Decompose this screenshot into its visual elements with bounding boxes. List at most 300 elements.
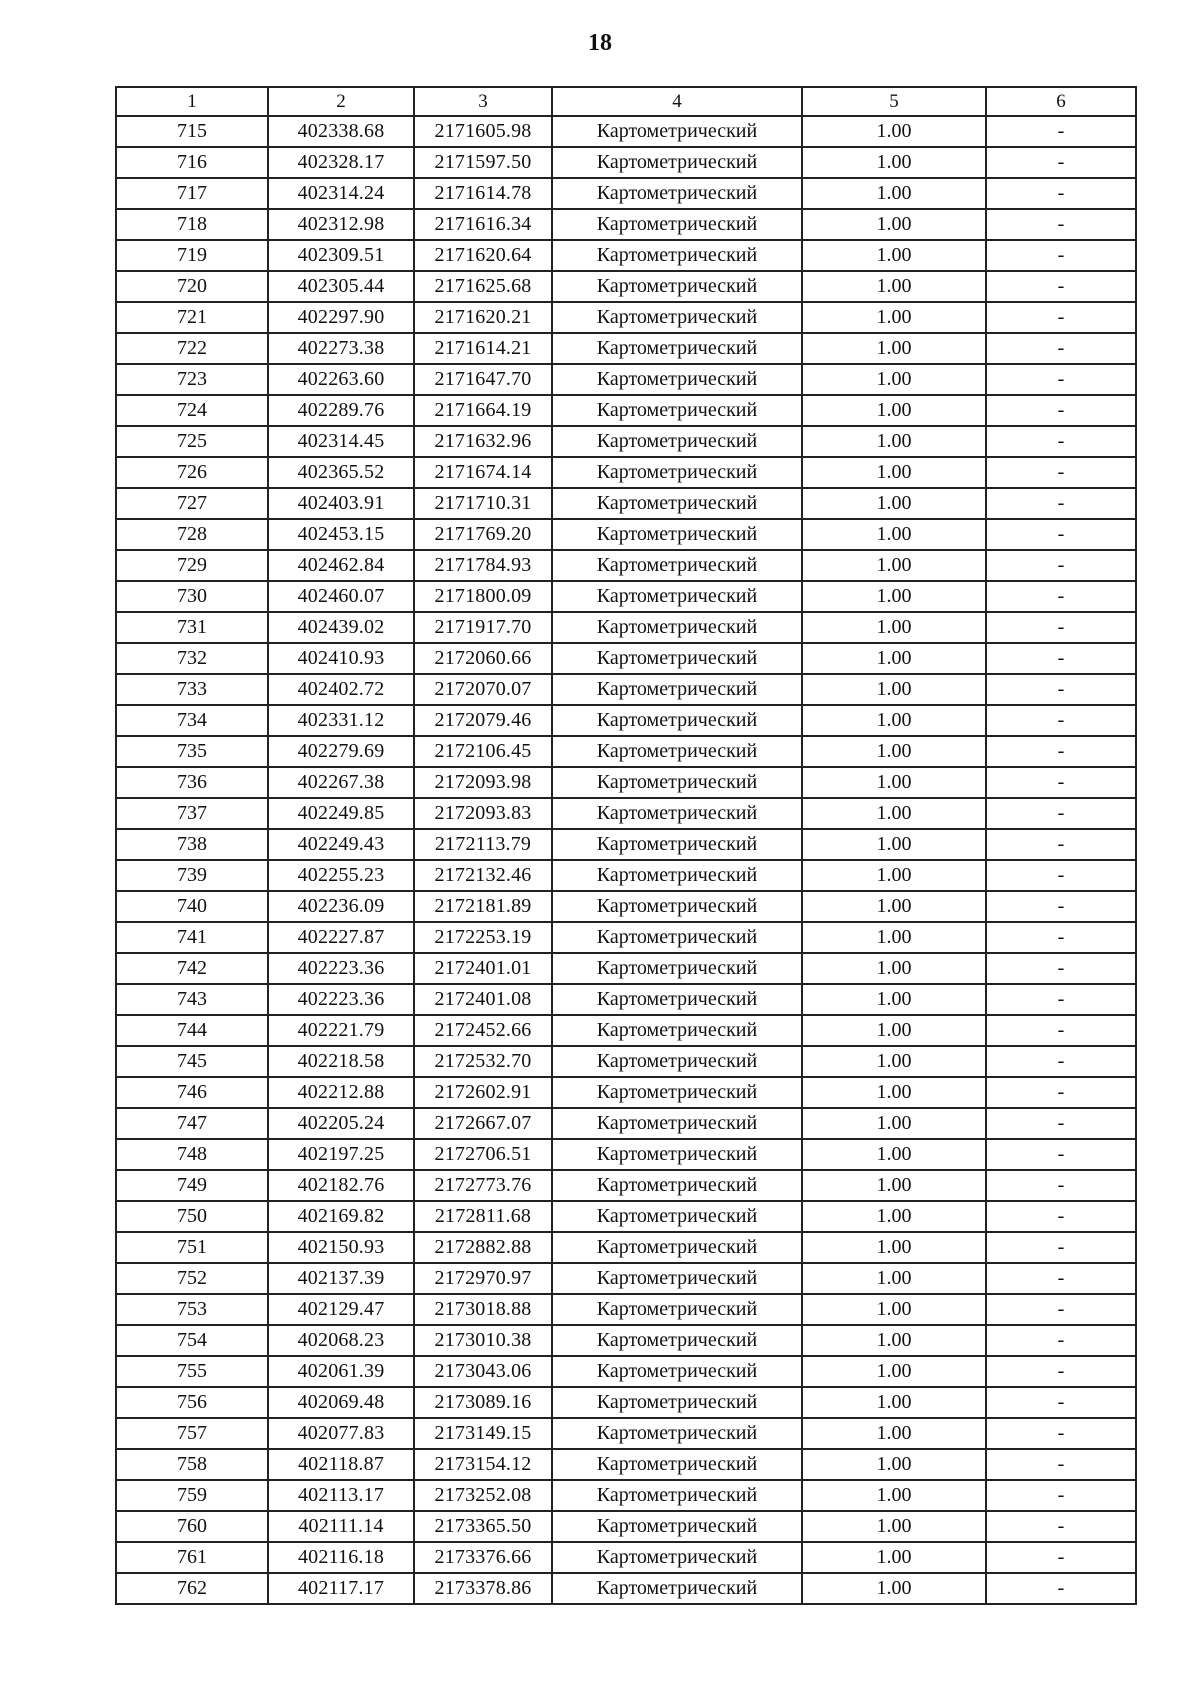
x-coordinate-cell: 402410.93 bbox=[268, 643, 414, 674]
y-coordinate-cell: 2172401.01 bbox=[414, 953, 552, 984]
y-coordinate-cell: 2172093.98 bbox=[414, 767, 552, 798]
point-number-cell: 752 bbox=[116, 1263, 268, 1294]
point-number-cell: 757 bbox=[116, 1418, 268, 1449]
method-cell: Картометрический bbox=[552, 209, 802, 240]
point-number-cell: 722 bbox=[116, 333, 268, 364]
note-cell: - bbox=[986, 922, 1136, 953]
accuracy-cell: 1.00 bbox=[802, 736, 986, 767]
x-coordinate-cell: 402129.47 bbox=[268, 1294, 414, 1325]
x-coordinate-cell: 402462.84 bbox=[268, 550, 414, 581]
x-coordinate-cell: 402223.36 bbox=[268, 953, 414, 984]
x-coordinate-cell: 402365.52 bbox=[268, 457, 414, 488]
table-row bbox=[116, 1139, 1136, 1170]
method-cell: Картометрический bbox=[552, 860, 802, 891]
table-row bbox=[116, 1077, 1136, 1108]
y-coordinate-cell: 2173018.88 bbox=[414, 1294, 552, 1325]
column-header-3: 3 bbox=[414, 87, 552, 116]
x-coordinate-cell: 402289.76 bbox=[268, 395, 414, 426]
x-coordinate-cell: 402279.69 bbox=[268, 736, 414, 767]
note-cell: - bbox=[986, 1356, 1136, 1387]
note-cell: - bbox=[986, 1263, 1136, 1294]
point-number-cell: 738 bbox=[116, 829, 268, 860]
x-coordinate-cell: 402182.76 bbox=[268, 1170, 414, 1201]
x-coordinate-cell: 402273.38 bbox=[268, 333, 414, 364]
accuracy-cell: 1.00 bbox=[802, 705, 986, 736]
method-cell: Картометрический bbox=[552, 395, 802, 426]
y-coordinate-cell: 2172811.68 bbox=[414, 1201, 552, 1232]
point-number-cell: 762 bbox=[116, 1573, 268, 1604]
accuracy-cell: 1.00 bbox=[802, 209, 986, 240]
point-number-cell: 725 bbox=[116, 426, 268, 457]
table-row bbox=[116, 736, 1136, 767]
note-cell: - bbox=[986, 116, 1136, 147]
table-row bbox=[116, 767, 1136, 798]
accuracy-cell: 1.00 bbox=[802, 271, 986, 302]
point-number-cell: 746 bbox=[116, 1077, 268, 1108]
table-row bbox=[116, 798, 1136, 829]
method-cell: Картометрический bbox=[552, 1077, 802, 1108]
y-coordinate-cell: 2171620.21 bbox=[414, 302, 552, 333]
note-cell: - bbox=[986, 1511, 1136, 1542]
x-coordinate-cell: 402297.90 bbox=[268, 302, 414, 333]
x-coordinate-cell: 402113.17 bbox=[268, 1480, 414, 1511]
x-coordinate-cell: 402205.24 bbox=[268, 1108, 414, 1139]
point-number-cell: 726 bbox=[116, 457, 268, 488]
table-row bbox=[116, 705, 1136, 736]
y-coordinate-cell: 2171614.78 bbox=[414, 178, 552, 209]
x-coordinate-cell: 402061.39 bbox=[268, 1356, 414, 1387]
table-row bbox=[116, 426, 1136, 457]
x-coordinate-cell: 402212.88 bbox=[268, 1077, 414, 1108]
accuracy-cell: 1.00 bbox=[802, 798, 986, 829]
y-coordinate-cell: 2172070.07 bbox=[414, 674, 552, 705]
table-row bbox=[116, 550, 1136, 581]
note-cell: - bbox=[986, 209, 1136, 240]
note-cell: - bbox=[986, 1201, 1136, 1232]
table-row bbox=[116, 674, 1136, 705]
table-row bbox=[116, 1325, 1136, 1356]
method-cell: Картометрический bbox=[552, 240, 802, 271]
table-row bbox=[116, 1015, 1136, 1046]
table-row bbox=[116, 612, 1136, 643]
table-row bbox=[116, 1201, 1136, 1232]
x-coordinate-cell: 402255.23 bbox=[268, 860, 414, 891]
column-header-6: 6 bbox=[986, 87, 1136, 116]
note-cell: - bbox=[986, 1294, 1136, 1325]
method-cell: Картометрический bbox=[552, 1325, 802, 1356]
x-coordinate-cell: 402117.17 bbox=[268, 1573, 414, 1604]
method-cell: Картометрический bbox=[552, 116, 802, 147]
method-cell: Картометрический bbox=[552, 1108, 802, 1139]
y-coordinate-cell: 2172882.88 bbox=[414, 1232, 552, 1263]
accuracy-cell: 1.00 bbox=[802, 488, 986, 519]
method-cell: Картометрический bbox=[552, 519, 802, 550]
note-cell: - bbox=[986, 1139, 1136, 1170]
note-cell: - bbox=[986, 1325, 1136, 1356]
note-cell: - bbox=[986, 891, 1136, 922]
note-cell: - bbox=[986, 1077, 1136, 1108]
y-coordinate-cell: 2173010.38 bbox=[414, 1325, 552, 1356]
x-coordinate-cell: 402137.39 bbox=[268, 1263, 414, 1294]
accuracy-cell: 1.00 bbox=[802, 674, 986, 705]
point-number-cell: 761 bbox=[116, 1542, 268, 1573]
x-coordinate-cell: 402309.51 bbox=[268, 240, 414, 271]
note-cell: - bbox=[986, 519, 1136, 550]
y-coordinate-cell: 2172181.89 bbox=[414, 891, 552, 922]
accuracy-cell: 1.00 bbox=[802, 1542, 986, 1573]
accuracy-cell: 1.00 bbox=[802, 829, 986, 860]
table-row bbox=[116, 1387, 1136, 1418]
x-coordinate-cell: 402402.72 bbox=[268, 674, 414, 705]
note-cell: - bbox=[986, 1418, 1136, 1449]
x-coordinate-cell: 402236.09 bbox=[268, 891, 414, 922]
x-coordinate-cell: 402116.18 bbox=[268, 1542, 414, 1573]
y-coordinate-cell: 2171614.21 bbox=[414, 333, 552, 364]
point-number-cell: 742 bbox=[116, 953, 268, 984]
note-cell: - bbox=[986, 178, 1136, 209]
method-cell: Картометрический bbox=[552, 1542, 802, 1573]
method-cell: Картометрический bbox=[552, 612, 802, 643]
accuracy-cell: 1.00 bbox=[802, 240, 986, 271]
method-cell: Картометрический bbox=[552, 1294, 802, 1325]
point-number-cell: 760 bbox=[116, 1511, 268, 1542]
method-cell: Картометрический bbox=[552, 1511, 802, 1542]
point-number-cell: 739 bbox=[116, 860, 268, 891]
accuracy-cell: 1.00 bbox=[802, 550, 986, 581]
y-coordinate-cell: 2172132.46 bbox=[414, 860, 552, 891]
table-row bbox=[116, 457, 1136, 488]
note-cell: - bbox=[986, 488, 1136, 519]
note-cell: - bbox=[986, 271, 1136, 302]
x-coordinate-cell: 402453.15 bbox=[268, 519, 414, 550]
note-cell: - bbox=[986, 829, 1136, 860]
table-row bbox=[116, 302, 1136, 333]
table-row bbox=[116, 984, 1136, 1015]
note-cell: - bbox=[986, 1387, 1136, 1418]
point-number-cell: 716 bbox=[116, 147, 268, 178]
table-row bbox=[116, 1356, 1136, 1387]
accuracy-cell: 1.00 bbox=[802, 643, 986, 674]
table-row bbox=[116, 1573, 1136, 1604]
accuracy-cell: 1.00 bbox=[802, 612, 986, 643]
x-coordinate-cell: 402077.83 bbox=[268, 1418, 414, 1449]
method-cell: Картометрический bbox=[552, 1232, 802, 1263]
table-row bbox=[116, 178, 1136, 209]
accuracy-cell: 1.00 bbox=[802, 767, 986, 798]
y-coordinate-cell: 2172253.19 bbox=[414, 922, 552, 953]
method-cell: Картометрический bbox=[552, 457, 802, 488]
y-coordinate-cell: 2172706.51 bbox=[414, 1139, 552, 1170]
method-cell: Картометрический bbox=[552, 984, 802, 1015]
accuracy-cell: 1.00 bbox=[802, 1015, 986, 1046]
x-coordinate-cell: 402169.82 bbox=[268, 1201, 414, 1232]
note-cell: - bbox=[986, 984, 1136, 1015]
note-cell: - bbox=[986, 860, 1136, 891]
y-coordinate-cell: 2173043.06 bbox=[414, 1356, 552, 1387]
point-number-cell: 758 bbox=[116, 1449, 268, 1480]
accuracy-cell: 1.00 bbox=[802, 1325, 986, 1356]
note-cell: - bbox=[986, 581, 1136, 612]
method-cell: Картометрический bbox=[552, 364, 802, 395]
note-cell: - bbox=[986, 333, 1136, 364]
table-row bbox=[116, 1480, 1136, 1511]
y-coordinate-cell: 2171605.98 bbox=[414, 116, 552, 147]
method-cell: Картометрический bbox=[552, 1480, 802, 1511]
y-coordinate-cell: 2171784.93 bbox=[414, 550, 552, 581]
y-coordinate-cell: 2173154.12 bbox=[414, 1449, 552, 1480]
method-cell: Картометрический bbox=[552, 674, 802, 705]
note-cell: - bbox=[986, 612, 1136, 643]
note-cell: - bbox=[986, 1449, 1136, 1480]
table-row bbox=[116, 364, 1136, 395]
column-header-5: 5 bbox=[802, 87, 986, 116]
method-cell: Картометрический bbox=[552, 426, 802, 457]
method-cell: Картометрический bbox=[552, 643, 802, 674]
method-cell: Картометрический bbox=[552, 891, 802, 922]
page-number: 18 bbox=[588, 30, 612, 56]
table-row bbox=[116, 1511, 1136, 1542]
table-row bbox=[116, 953, 1136, 984]
accuracy-cell: 1.00 bbox=[802, 333, 986, 364]
accuracy-cell: 1.00 bbox=[802, 1356, 986, 1387]
y-coordinate-cell: 2171917.70 bbox=[414, 612, 552, 643]
table-row bbox=[116, 1232, 1136, 1263]
method-cell: Картометрический bbox=[552, 178, 802, 209]
note-cell: - bbox=[986, 643, 1136, 674]
table-row bbox=[116, 271, 1136, 302]
method-cell: Картометрический bbox=[552, 1015, 802, 1046]
accuracy-cell: 1.00 bbox=[802, 860, 986, 891]
accuracy-cell: 1.00 bbox=[802, 426, 986, 457]
x-coordinate-cell: 402267.38 bbox=[268, 767, 414, 798]
method-cell: Картометрический bbox=[552, 1139, 802, 1170]
point-number-cell: 759 bbox=[116, 1480, 268, 1511]
y-coordinate-cell: 2171625.68 bbox=[414, 271, 552, 302]
point-number-cell: 731 bbox=[116, 612, 268, 643]
x-coordinate-cell: 402305.44 bbox=[268, 271, 414, 302]
method-cell: Картометрический bbox=[552, 798, 802, 829]
note-cell: - bbox=[986, 240, 1136, 271]
point-number-cell: 748 bbox=[116, 1139, 268, 1170]
y-coordinate-cell: 2172452.66 bbox=[414, 1015, 552, 1046]
x-coordinate-cell: 402338.68 bbox=[268, 116, 414, 147]
note-cell: - bbox=[986, 147, 1136, 178]
method-cell: Картометрический bbox=[552, 705, 802, 736]
y-coordinate-cell: 2172970.97 bbox=[414, 1263, 552, 1294]
table-row bbox=[116, 209, 1136, 240]
note-cell: - bbox=[986, 1046, 1136, 1077]
point-number-cell: 740 bbox=[116, 891, 268, 922]
x-coordinate-cell: 402314.24 bbox=[268, 178, 414, 209]
y-coordinate-cell: 2172602.91 bbox=[414, 1077, 552, 1108]
accuracy-cell: 1.00 bbox=[802, 1418, 986, 1449]
accuracy-cell: 1.00 bbox=[802, 1387, 986, 1418]
method-cell: Картометрический bbox=[552, 581, 802, 612]
table-row bbox=[116, 333, 1136, 364]
note-cell: - bbox=[986, 550, 1136, 581]
point-number-cell: 719 bbox=[116, 240, 268, 271]
accuracy-cell: 1.00 bbox=[802, 1263, 986, 1294]
table-row bbox=[116, 488, 1136, 519]
y-coordinate-cell: 2171620.64 bbox=[414, 240, 552, 271]
point-number-cell: 735 bbox=[116, 736, 268, 767]
note-cell: - bbox=[986, 953, 1136, 984]
y-coordinate-cell: 2171674.14 bbox=[414, 457, 552, 488]
point-number-cell: 749 bbox=[116, 1170, 268, 1201]
y-coordinate-cell: 2173252.08 bbox=[414, 1480, 552, 1511]
table-header-row bbox=[116, 87, 1136, 116]
y-coordinate-cell: 2172106.45 bbox=[414, 736, 552, 767]
table-row bbox=[116, 829, 1136, 860]
point-number-cell: 743 bbox=[116, 984, 268, 1015]
table-row bbox=[116, 240, 1136, 271]
point-number-cell: 745 bbox=[116, 1046, 268, 1077]
y-coordinate-cell: 2173089.16 bbox=[414, 1387, 552, 1418]
note-cell: - bbox=[986, 1542, 1136, 1573]
table-row bbox=[116, 1170, 1136, 1201]
point-number-cell: 727 bbox=[116, 488, 268, 519]
table-row bbox=[116, 891, 1136, 922]
x-coordinate-cell: 402221.79 bbox=[268, 1015, 414, 1046]
method-cell: Картометрический bbox=[552, 922, 802, 953]
x-coordinate-cell: 402314.45 bbox=[268, 426, 414, 457]
accuracy-cell: 1.00 bbox=[802, 1170, 986, 1201]
y-coordinate-cell: 2172532.70 bbox=[414, 1046, 552, 1077]
x-coordinate-cell: 402227.87 bbox=[268, 922, 414, 953]
point-number-cell: 723 bbox=[116, 364, 268, 395]
accuracy-cell: 1.00 bbox=[802, 1139, 986, 1170]
accuracy-cell: 1.00 bbox=[802, 302, 986, 333]
table-row bbox=[116, 1108, 1136, 1139]
y-coordinate-cell: 2172773.76 bbox=[414, 1170, 552, 1201]
table-row bbox=[116, 581, 1136, 612]
accuracy-cell: 1.00 bbox=[802, 1201, 986, 1232]
table-row bbox=[116, 147, 1136, 178]
table-body bbox=[116, 116, 1136, 1604]
point-number-cell: 736 bbox=[116, 767, 268, 798]
accuracy-cell: 1.00 bbox=[802, 116, 986, 147]
accuracy-cell: 1.00 bbox=[802, 891, 986, 922]
accuracy-cell: 1.00 bbox=[802, 457, 986, 488]
point-number-cell: 733 bbox=[116, 674, 268, 705]
x-coordinate-cell: 402249.43 bbox=[268, 829, 414, 860]
point-number-cell: 732 bbox=[116, 643, 268, 674]
note-cell: - bbox=[986, 1015, 1136, 1046]
table-row bbox=[116, 643, 1136, 674]
x-coordinate-cell: 402460.07 bbox=[268, 581, 414, 612]
accuracy-cell: 1.00 bbox=[802, 364, 986, 395]
y-coordinate-cell: 2171664.19 bbox=[414, 395, 552, 426]
method-cell: Картометрический bbox=[552, 953, 802, 984]
table-row bbox=[116, 1263, 1136, 1294]
point-number-cell: 718 bbox=[116, 209, 268, 240]
point-number-cell: 741 bbox=[116, 922, 268, 953]
y-coordinate-cell: 2172079.46 bbox=[414, 705, 552, 736]
note-cell: - bbox=[986, 767, 1136, 798]
table-row bbox=[116, 922, 1136, 953]
method-cell: Картометрический bbox=[552, 550, 802, 581]
point-number-cell: 717 bbox=[116, 178, 268, 209]
note-cell: - bbox=[986, 705, 1136, 736]
x-coordinate-cell: 402312.98 bbox=[268, 209, 414, 240]
x-coordinate-cell: 402218.58 bbox=[268, 1046, 414, 1077]
method-cell: Картометрический bbox=[552, 488, 802, 519]
point-number-cell: 754 bbox=[116, 1325, 268, 1356]
y-coordinate-cell: 2173365.50 bbox=[414, 1511, 552, 1542]
table-row bbox=[116, 1294, 1136, 1325]
note-cell: - bbox=[986, 1108, 1136, 1139]
y-coordinate-cell: 2171616.34 bbox=[414, 209, 552, 240]
x-coordinate-cell: 402403.91 bbox=[268, 488, 414, 519]
y-coordinate-cell: 2172093.83 bbox=[414, 798, 552, 829]
table-row bbox=[116, 1542, 1136, 1573]
method-cell: Картометрический bbox=[552, 1356, 802, 1387]
y-coordinate-cell: 2173378.86 bbox=[414, 1573, 552, 1604]
x-coordinate-cell: 402263.60 bbox=[268, 364, 414, 395]
method-cell: Картометрический bbox=[552, 271, 802, 302]
point-number-cell: 730 bbox=[116, 581, 268, 612]
y-coordinate-cell: 2171597.50 bbox=[414, 147, 552, 178]
x-coordinate-cell: 402439.02 bbox=[268, 612, 414, 643]
method-cell: Картометрический bbox=[552, 333, 802, 364]
accuracy-cell: 1.00 bbox=[802, 1480, 986, 1511]
y-coordinate-cell: 2172060.66 bbox=[414, 643, 552, 674]
y-coordinate-cell: 2173376.66 bbox=[414, 1542, 552, 1573]
point-number-cell: 751 bbox=[116, 1232, 268, 1263]
accuracy-cell: 1.00 bbox=[802, 984, 986, 1015]
column-header-2: 2 bbox=[268, 87, 414, 116]
accuracy-cell: 1.00 bbox=[802, 147, 986, 178]
point-number-cell: 747 bbox=[116, 1108, 268, 1139]
table-row bbox=[116, 860, 1136, 891]
point-number-cell: 756 bbox=[116, 1387, 268, 1418]
table-row bbox=[116, 1418, 1136, 1449]
accuracy-cell: 1.00 bbox=[802, 922, 986, 953]
coordinates-table bbox=[115, 86, 1137, 1605]
method-cell: Картометрический bbox=[552, 1046, 802, 1077]
point-number-cell: 721 bbox=[116, 302, 268, 333]
point-number-cell: 750 bbox=[116, 1201, 268, 1232]
method-cell: Картометрический bbox=[552, 1201, 802, 1232]
method-cell: Картометрический bbox=[552, 1387, 802, 1418]
method-cell: Картометрический bbox=[552, 767, 802, 798]
table-row bbox=[116, 519, 1136, 550]
note-cell: - bbox=[986, 1232, 1136, 1263]
y-coordinate-cell: 2171800.09 bbox=[414, 581, 552, 612]
table-row bbox=[116, 1449, 1136, 1480]
x-coordinate-cell: 402223.36 bbox=[268, 984, 414, 1015]
table-row bbox=[116, 1046, 1136, 1077]
point-number-cell: 729 bbox=[116, 550, 268, 581]
method-cell: Картометрический bbox=[552, 1573, 802, 1604]
method-cell: Картометрический bbox=[552, 1263, 802, 1294]
y-coordinate-cell: 2171710.31 bbox=[414, 488, 552, 519]
method-cell: Картометрический bbox=[552, 736, 802, 767]
method-cell: Картометрический bbox=[552, 1170, 802, 1201]
accuracy-cell: 1.00 bbox=[802, 1232, 986, 1263]
point-number-cell: 724 bbox=[116, 395, 268, 426]
method-cell: Картометрический bbox=[552, 1449, 802, 1480]
accuracy-cell: 1.00 bbox=[802, 1077, 986, 1108]
note-cell: - bbox=[986, 457, 1136, 488]
column-header-4: 4 bbox=[552, 87, 802, 116]
accuracy-cell: 1.00 bbox=[802, 1294, 986, 1325]
method-cell: Картометрический bbox=[552, 829, 802, 860]
y-coordinate-cell: 2171769.20 bbox=[414, 519, 552, 550]
x-coordinate-cell: 402068.23 bbox=[268, 1325, 414, 1356]
column-header-1: 1 bbox=[116, 87, 268, 116]
point-number-cell: 744 bbox=[116, 1015, 268, 1046]
